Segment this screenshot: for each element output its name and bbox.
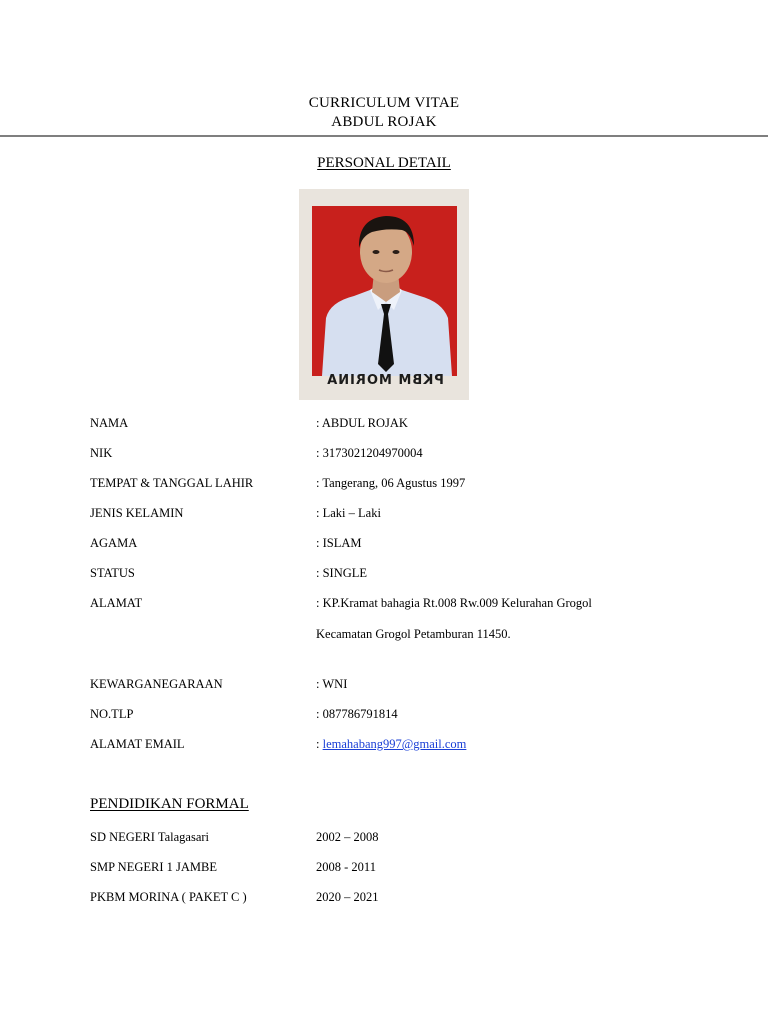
education-years: 2008 - 2011 — [316, 860, 376, 874]
detail-label: KEWARGANEGARAAN — [90, 677, 223, 691]
detail-value: : Laki – Laki — [316, 506, 381, 520]
detail-label: STATUS — [90, 566, 135, 580]
education-school: SMP NEGERI 1 JAMBE — [90, 860, 217, 874]
detail-label: NAMA — [90, 416, 129, 430]
email-prefix: : — [316, 737, 323, 751]
education-school: SD NEGERI Talagasari — [90, 830, 210, 844]
detail-value: : 087786791814 — [316, 707, 398, 721]
detail-value: : 3173021204970004 — [316, 446, 423, 460]
education-school: PKBM MORINA ( PAKET C ) — [90, 890, 247, 904]
profile-photo — [299, 189, 469, 400]
detail-value: : ABDUL ROJAK — [316, 416, 408, 430]
detail-value: : Tangerang, 06 Agustus 1997 — [316, 476, 466, 490]
education-years: 2020 – 2021 — [316, 890, 379, 904]
detail-value — [316, 737, 466, 752]
detail-label: JENIS KELAMIN — [90, 506, 184, 520]
detail-value: : WNI — [316, 677, 348, 691]
photo-stamp: PKBM MORINA — [326, 373, 444, 388]
email-link[interactable]: lemahabang997@gmail.com — [322, 737, 467, 751]
detail-label: NO.TLP — [90, 707, 134, 721]
detail-label: NIK — [90, 446, 113, 460]
person-portrait-icon — [312, 206, 457, 376]
document-title — [0, 94, 768, 132]
detail-label: ALAMAT EMAIL — [90, 737, 185, 751]
education-years: 2002 – 2008 — [316, 830, 379, 844]
detail-value: : SINGLE — [316, 566, 368, 580]
detail-value: : KP.Kramat bahagia Rt.008 Rw.009 Kelurahan Grogol — [316, 596, 592, 610]
cv-name-heading: ABDUL ROJAK — [331, 114, 437, 130]
detail-value-continued: Kecamatan Grogol Petamburan 11450. — [316, 627, 511, 641]
detail-label: ALAMAT — [90, 596, 143, 610]
detail-value: : ISLAM — [316, 536, 362, 550]
section-pendidikan-formal: PENDIDIKAN FORMAL — [90, 796, 249, 812]
detail-label: AGAMA — [90, 536, 138, 550]
section-personal-detail: PERSONAL DETAIL — [317, 155, 451, 171]
cv-heading: CURRICULUM VITAE — [308, 95, 460, 111]
detail-label: TEMPAT & TANGGAL LAHIR — [90, 476, 254, 490]
header-divider — [0, 135, 768, 137]
